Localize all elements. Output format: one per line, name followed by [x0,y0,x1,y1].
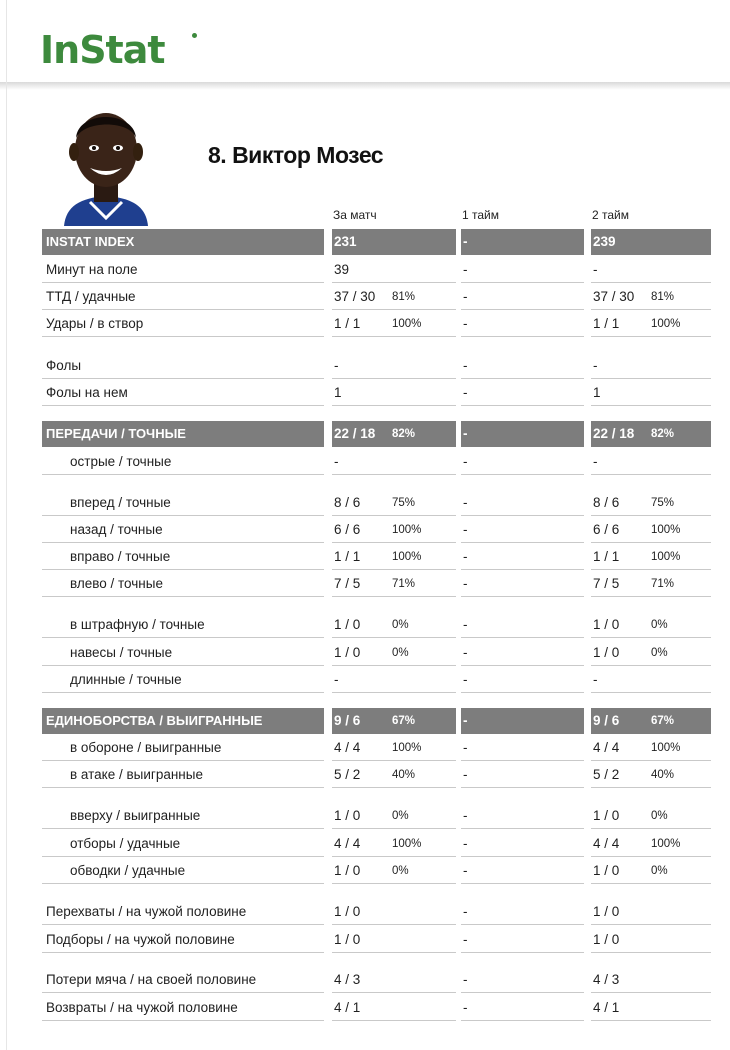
stat-percent: 100% [392,551,422,563]
value-first-half [461,421,584,447]
stat-row [42,927,711,954]
stat-value: 8 / 6 [593,495,620,510]
value-second-half [591,311,711,337]
stat-percent: 100% [651,318,681,330]
value-first-half [461,995,584,1021]
value-second-half [591,517,711,543]
value-first-half [461,353,584,379]
stat-percent: 67% [651,715,675,727]
stat-value: - [463,617,468,632]
stat-value: - [463,358,468,373]
stat-label: навесы / точные [42,640,324,666]
value-first-half [461,517,584,543]
stat-label: обводки / удачные [42,858,324,884]
value-match [332,517,456,543]
stat-value: - [463,576,468,591]
stat-percent: 82% [651,428,675,440]
stat-percent: 71% [651,578,675,590]
stat-label: назад / точные [42,517,324,543]
value-first-half [461,449,584,475]
player-name: 8. Виктор Мозес [208,142,384,168]
value-second-half [591,421,711,447]
stat-row [42,640,711,667]
stat-value: - [463,522,468,537]
stat-row [42,380,711,407]
stat-value: 231 [334,234,357,249]
logo-dot-icon [192,33,197,38]
stat-value: - [463,495,468,510]
stat-value: - [593,358,598,373]
stat-value: 1 / 0 [593,645,620,660]
value-match [332,995,456,1021]
value-first-half [461,927,584,953]
value-second-half [591,899,711,925]
stat-row [42,831,711,858]
stat-value: 9 / 6 [334,713,361,728]
stat-percent: 100% [651,524,681,536]
value-first-half [461,544,584,570]
stat-value: 4 / 4 [593,836,620,851]
value-second-half [591,927,711,953]
stat-row [42,667,711,694]
value-first-half [461,612,584,638]
stat-value: 1 / 0 [593,932,620,947]
stat-value: 1 / 0 [334,808,361,823]
stat-row [42,311,711,338]
stat-label: ЕДИНОБОРСТВА / ВЫИГРАННЫЕ [42,708,324,734]
stat-row [42,490,711,517]
value-match [332,353,456,379]
stat-value: - [463,836,468,851]
value-second-half [591,667,711,693]
value-second-half [591,257,711,283]
stat-percent: 0% [392,619,409,631]
stat-value: 4 / 3 [334,972,361,987]
stat-value: 1 / 0 [334,617,361,632]
stat-value: 4 / 3 [593,972,620,987]
stat-row [42,762,711,789]
value-match [332,229,456,255]
value-match [332,708,456,734]
stat-value: 39 [334,262,350,277]
stat-row [42,544,711,571]
stat-value: - [463,713,468,728]
stat-value: - [463,549,468,564]
section-header-row [42,229,711,256]
stat-value: 5 / 2 [593,767,620,782]
value-second-half [591,803,711,829]
stat-value: 1 [593,385,601,400]
value-second-half [591,353,711,379]
stat-value: 1 / 0 [334,863,361,878]
value-first-half [461,571,584,597]
stat-value: 4 / 1 [593,1000,620,1015]
stat-value: 4 / 4 [593,740,620,755]
stat-percent: 81% [651,291,675,303]
stat-value: 5 / 2 [334,767,361,782]
stat-value: 1 / 0 [593,904,620,919]
stat-percent: 40% [651,769,675,781]
stat-percent: 100% [651,742,681,754]
value-second-half [591,995,711,1021]
value-second-half [591,612,711,638]
value-first-half [461,831,584,857]
column-header-second-half: 2 тайм [592,208,629,222]
value-match [332,449,456,475]
stat-label: ТТД / удачные [42,284,324,310]
value-match [332,831,456,857]
stat-percent: 0% [392,647,409,659]
stat-value: 7 / 5 [334,576,361,591]
stat-percent: 40% [392,769,416,781]
stat-value: 1 / 0 [334,904,361,919]
stat-value: - [463,385,468,400]
stat-label: острые / точные [42,449,324,475]
stat-label: Минут на поле [42,257,324,283]
stat-value: 4 / 1 [334,1000,361,1015]
stat-percent: 100% [392,524,422,536]
value-match [332,803,456,829]
stat-label: в обороне / выигранные [42,735,324,761]
value-second-half [591,640,711,666]
stat-label: вперед / точные [42,490,324,516]
stat-label: вправо / точные [42,544,324,570]
value-first-half [461,899,584,925]
stat-value: 7 / 5 [593,576,620,591]
stat-label: в атаке / выигранные [42,762,324,788]
stat-value: 8 / 6 [334,495,361,510]
stat-value: - [463,234,468,249]
value-first-half [461,380,584,406]
stat-label: Фолы [42,353,324,379]
stat-row [42,257,711,284]
stat-label: влево / точные [42,571,324,597]
value-first-half [461,640,584,666]
stat-value: - [334,358,339,373]
value-second-half [591,762,711,788]
value-match [332,667,456,693]
value-first-half [461,762,584,788]
stat-label: отборы / удачные [42,831,324,857]
value-match [332,735,456,761]
stat-row [42,735,711,762]
stat-percent: 0% [392,810,409,822]
stat-percent: 75% [392,497,416,509]
value-match [332,380,456,406]
value-second-half [591,490,711,516]
value-match [332,490,456,516]
page-edge-line [6,0,7,1050]
value-match [332,640,456,666]
stat-value: 1 / 1 [593,549,620,564]
stat-percent: 81% [392,291,416,303]
stat-percent: 100% [392,742,422,754]
stat-value: - [334,672,339,687]
value-first-half [461,284,584,310]
stat-label: Подборы / на чужой половине [42,927,324,953]
stat-row [42,353,711,380]
value-match [332,858,456,884]
value-second-half [591,229,711,255]
stat-value: - [593,454,598,469]
stat-value: - [463,808,468,823]
stat-percent: 75% [651,497,675,509]
stat-label: Перехваты / на чужой половине [42,899,324,925]
stat-percent: 0% [651,865,668,877]
stat-value: 1 / 1 [593,316,620,331]
stat-value: 239 [593,234,616,249]
stat-label: INSTAT INDEX [42,229,324,255]
value-first-half [461,708,584,734]
value-match [332,762,456,788]
stat-label: Фолы на нем [42,380,324,406]
stat-label: Потери мяча / на своей половине [42,967,324,993]
instat-logo: InStat [40,28,165,72]
value-second-half [591,708,711,734]
value-match [332,544,456,570]
header-divider [0,82,730,90]
stat-value: 22 / 18 [334,426,376,441]
value-second-half [591,967,711,993]
stat-percent: 71% [392,578,416,590]
stat-row [42,858,711,885]
section-header-row [42,708,711,735]
stat-value: 1 / 0 [593,808,620,823]
stat-value: - [463,932,468,947]
stat-value: 6 / 6 [593,522,620,537]
value-second-half [591,284,711,310]
value-first-half [461,735,584,761]
value-match [332,311,456,337]
stat-value: 1 / 0 [334,645,361,660]
stat-value: 1 / 0 [593,863,620,878]
stat-value: - [463,454,468,469]
stat-percent: 100% [651,551,681,563]
stat-value: - [463,426,468,441]
value-match [332,421,456,447]
stat-label: вверху / выигранные [42,803,324,829]
stat-label: Возвраты / на чужой половине [42,995,324,1021]
value-match [332,257,456,283]
stat-value: - [593,672,598,687]
stat-label: длинные / точные [42,667,324,693]
stat-row [42,995,711,1022]
stat-value: 1 / 1 [334,316,361,331]
value-first-half [461,257,584,283]
value-first-half [461,229,584,255]
value-match [332,571,456,597]
stat-row [42,612,711,639]
value-match [332,899,456,925]
stat-value: 22 / 18 [593,426,635,441]
stat-value: - [463,316,468,331]
stat-value: 4 / 4 [334,740,361,755]
stat-value: - [463,289,468,304]
stat-percent: 82% [392,428,416,440]
stat-row [42,571,711,598]
stat-row [42,803,711,830]
value-second-half [591,380,711,406]
stat-row [42,449,711,476]
value-first-half [461,490,584,516]
stat-value: - [334,454,339,469]
stat-row [42,284,711,311]
value-first-half [461,667,584,693]
stat-value: - [463,1000,468,1015]
value-first-half [461,858,584,884]
value-match [332,967,456,993]
value-match [332,612,456,638]
stat-value: - [463,645,468,660]
section-header-row [42,421,711,448]
stat-value: - [463,863,468,878]
stat-label: ПЕРЕДАЧИ / ТОЧНЫЕ [42,421,324,447]
value-second-half [591,858,711,884]
column-header-first-half: 1 тайм [462,208,499,222]
stat-row [42,517,711,544]
stat-value: - [593,262,598,277]
stat-value: 6 / 6 [334,522,361,537]
stat-percent: 100% [651,838,681,850]
stat-percent: 67% [392,715,416,727]
value-second-half [591,571,711,597]
stat-percent: 0% [392,865,409,877]
value-first-half [461,967,584,993]
stat-label: в штрафную / точные [42,612,324,638]
stat-value: 1 / 0 [334,932,361,947]
stat-value: - [463,672,468,687]
value-second-half [591,449,711,475]
stat-percent: 0% [651,619,668,631]
stat-value: 9 / 6 [593,713,620,728]
stat-value: 37 / 30 [334,289,376,304]
stat-value: 1 [334,385,342,400]
stat-percent: 100% [392,838,422,850]
stat-percent: 0% [651,810,668,822]
stat-percent: 0% [651,647,668,659]
stat-value: - [463,262,468,277]
value-second-half [591,735,711,761]
player-photo [60,98,152,226]
stat-label: Удары / в створ [42,311,324,337]
stat-row [42,899,711,926]
stat-value: 1 / 1 [334,549,361,564]
value-first-half [461,311,584,337]
stat-value: 37 / 30 [593,289,635,304]
value-second-half [591,831,711,857]
value-second-half [591,544,711,570]
stat-percent: 100% [392,318,422,330]
stat-value: 1 / 0 [593,617,620,632]
stat-value: - [463,767,468,782]
value-first-half [461,803,584,829]
stat-value: - [463,740,468,755]
value-match [332,284,456,310]
stat-value: - [463,904,468,919]
column-header-match: За матч [333,208,377,222]
stat-value: - [463,972,468,987]
stat-value: 4 / 4 [334,836,361,851]
stat-row [42,967,711,994]
value-match [332,927,456,953]
